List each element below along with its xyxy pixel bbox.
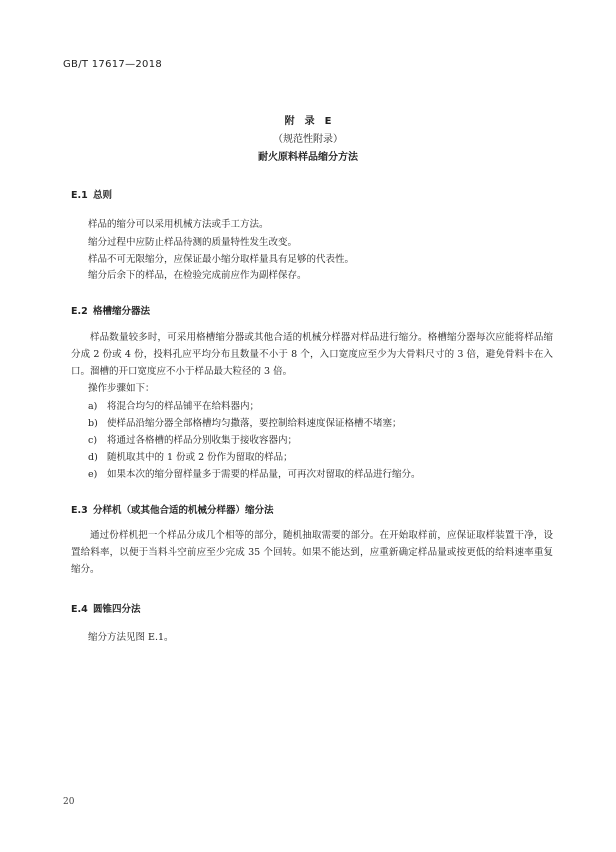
section-number: E.2 — [71, 306, 88, 317]
list-marker: e) — [88, 469, 98, 480]
text-line: 缩分过程中应防止样品待测的质量特性发生改变。 — [88, 237, 298, 248]
section-e3-heading — [71, 502, 274, 516]
list-item — [88, 466, 421, 483]
section-e1-heading — [71, 187, 112, 201]
appendix-heading: 耐火原料样品缩分方法 — [258, 152, 358, 163]
list-text: 如果本次的缩分留样量多于需要的样品量，可再次对留取的样品进行缩分。 — [107, 469, 421, 480]
standard-code: GB/T 17617—2018 — [63, 59, 163, 70]
list-marker: a) — [88, 401, 98, 412]
steps-intro: 操作步骤如下： — [88, 383, 155, 394]
text-line: 缩分后余下的样品，在检验完成前应作为副样保存。 — [88, 270, 307, 281]
text-line: 缩分方法见图 E.1。 — [88, 632, 174, 643]
text-line: 样品的缩分可以采用机械方法或手工方法。 — [88, 219, 269, 230]
section-number: E.3 — [71, 505, 88, 516]
section-e2-heading — [71, 303, 150, 317]
section-number: E.1 — [71, 190, 88, 201]
list-marker: c) — [88, 435, 98, 446]
section-title: 圆锥四分法 — [93, 604, 141, 615]
section-e2-paragraph: 样品数量较多时，可采用格槽缩分器或其他合适的机械分样器对样品进行缩分。格槽缩分器每次应能将样品缩分成 2 份或 4 份，投料孔应平均分布且数量不小于 8 个，入口宽度应至少为大骨料尺寸的 3 倍，避免骨料卡在入口。溜槽的开口宽度应不小于样品最大粒径的 3 倍。 — [71, 332, 553, 377]
list-text: 将通过各格槽的样品分别收集于接收容器内； — [107, 435, 298, 446]
appendix-title: 附 录 E — [284, 116, 332, 127]
section-e3-paragraph: 通过份样机把一个样品分成几个相等的部分，随机抽取需要的部分。在开始取样前，应保证取样装置干净，设置给料率，以便于当料斗空前应至少完成 35 个回转。如果不能达到，应重新确定样品量或按更低的给料速率重复缩分。 — [71, 530, 553, 575]
list-text: 使样品沿缩分器全部格槽均匀撒落，要控制给料速度保证格槽不堵塞； — [107, 418, 402, 429]
list-item — [88, 398, 259, 415]
section-title: 格槽缩分器法 — [93, 306, 151, 317]
list-marker: b) — [88, 418, 98, 429]
appendix-subtitle: （规范性附录） — [273, 134, 343, 145]
section-e4-heading — [71, 601, 141, 615]
text-line: 样品不可无限缩分，应保证最小缩分取样量具有足够的代表性。 — [88, 254, 355, 265]
section-title: 分样机（或其他合适的机械分样器）缩分法 — [93, 505, 274, 516]
list-marker: d) — [88, 452, 98, 463]
list-item — [88, 432, 297, 449]
list-item — [88, 415, 402, 432]
section-number: E.4 — [71, 604, 88, 615]
section-title: 总则 — [93, 190, 113, 201]
page-number: 20 — [63, 797, 75, 807]
list-text: 将混合均匀的样品铺平在给料器内； — [107, 401, 260, 412]
list-item — [88, 449, 293, 466]
list-text: 随机取其中的 1 份或 2 份作为留取的样品； — [107, 452, 293, 463]
